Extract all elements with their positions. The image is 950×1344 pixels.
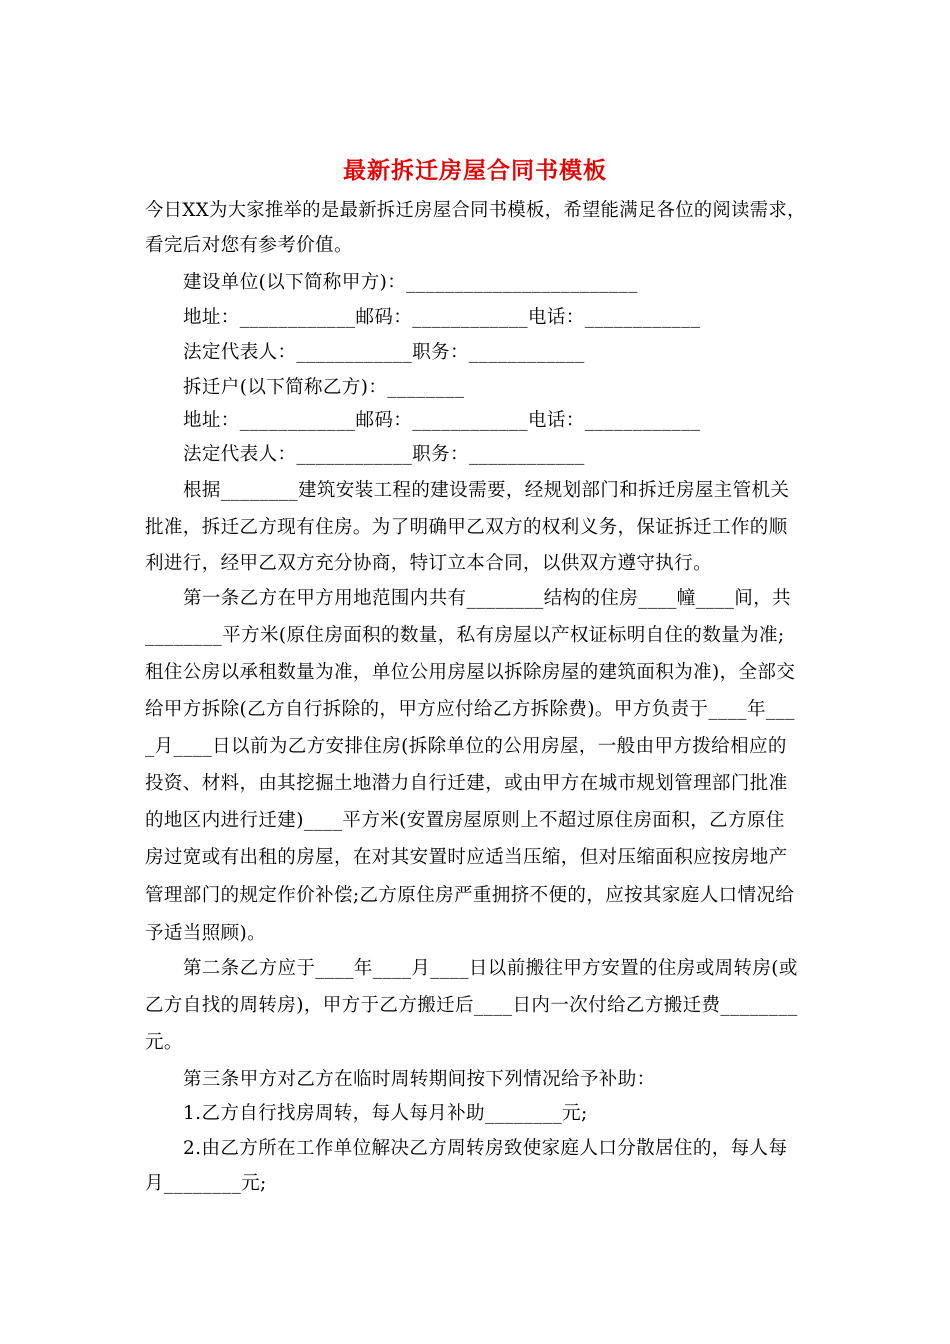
article-1-line-4: 给甲方拆除(乙方自行拆除的，甲方应付给乙方拆除费)。甲方负责于____年___ [145,699,795,720]
article-3-item-2-line-1: 2.由乙方所在工作单位解决乙方周转房致使家庭人口分散居住的，每人每 [183,1138,788,1159]
party-b-address: 地址：____________邮码：____________电话：____________ [183,410,701,431]
party-a-representative: 法定代表人：____________职务：____________ [183,342,585,363]
article-1-line-5: _月____日以前为乙方安排住房(拆除单位的公用房屋，一般由甲方拨给相应的 [145,736,787,757]
article-1-line-2: ________平方米(原住房面积的数量，私有房屋以产权证标明自住的数量为准; [145,625,785,646]
party-b-representative: 法定代表人：____________职务：____________ [183,444,585,465]
article-1-line-8: 房过宽或有出租的房屋，在对其安置时应适当压缩，但对压缩面积应按房地产 [145,847,788,868]
article-1-line-6: 投资、材料，由其挖掘土地潜力自行迁建，或由甲方在城市规划管理部门批准 [145,773,788,794]
article-1-line-9: 管理部门的规定作价补偿;乙方原住房严重拥挤不便的，应按其家庭人口情况给 [145,885,795,906]
article-1-line-1: 第一条乙方在甲方用地范围内共有________结构的住房____幢____间，共 [183,588,792,609]
party-a-address: 地址：____________邮码：____________电话：____________ [183,307,701,328]
article-1-line-10: 予适当照顾)。 [145,923,267,944]
article-3-heading: 第三条甲方对乙方在临时周转期间按下列情况给予补助： [183,1069,656,1090]
intro-line-2: 看完后对您有参考价值。 [145,235,353,256]
article-2-line-1: 第二条乙方应于____年____月____日以前搬往甲方安置的住房或周转房(或 [183,958,798,979]
article-2-line-2: 乙方自找的周转房)，甲方于乙方搬迁后____日内一次付给乙方搬迁费________ [145,995,798,1016]
intro-line-1: 今日XX为大家推举的是最新拆迁房屋合同书模板，希望能满足各位的阅读需求， [145,200,806,221]
preamble-line-3: 利进行，经甲乙双方充分协商，特订立本合同，以供双方遵守执行。 [145,553,713,574]
preamble-line-2: 批准，拆迁乙方现有住房。为了明确甲乙双方的权利义务，保证拆迁工作的顺 [145,517,788,538]
article-1-line-7: 的地区内进行迁建)____平方米(安置房屋原则上不超过原住房面积，乙方原住 [145,810,785,831]
document-title: 最新拆迁房屋合同书模板 [343,157,607,184]
article-3-item-2-line-2: 月________元; [145,1173,267,1194]
preamble-line-1: 根据________建筑安装工程的建设需要，经规划部门和拆迁房屋主管机关 [183,480,790,501]
article-2-line-3: 元。 [145,1032,183,1053]
party-a-unit: 建设单位(以下简称甲方)：________________________ [183,272,638,293]
article-3-item-1: 1.乙方自行找房周转，每人每月补助________元; [183,1103,588,1124]
article-1-line-3: 租住公房以承租数量为准，单位公用房屋以拆除房屋的建筑面积为准)，全部交 [145,662,796,683]
party-b-household: 拆迁户(以下简称乙方)：________ [183,377,465,398]
